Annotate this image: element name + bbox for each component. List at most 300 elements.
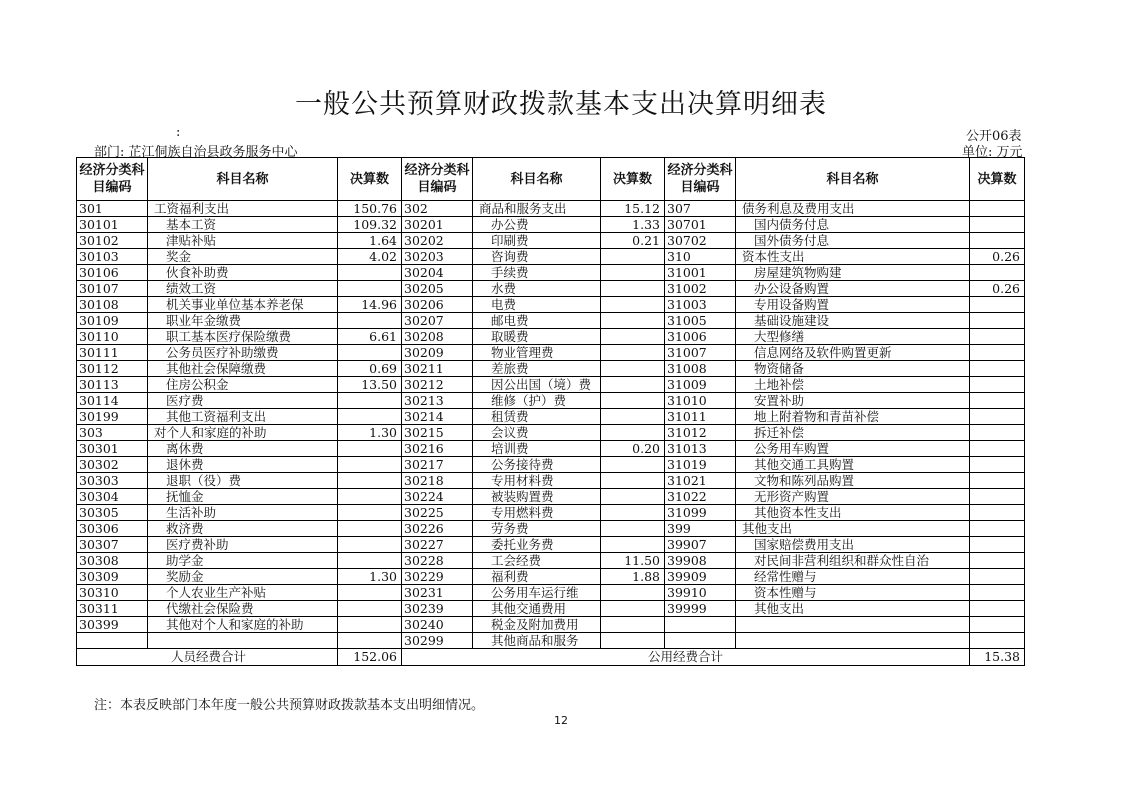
cell-code: 30214 [402,409,473,425]
cell-name: 会议费 [473,425,601,441]
page-number: 12 [554,714,568,727]
cell-amount [601,489,665,505]
cell-amount: 0.20 [601,441,665,457]
cell-code: 31006 [665,329,736,345]
cell-code: 30701 [665,217,736,233]
cell-code: 30206 [402,297,473,313]
cell-name: 地上附着物和青苗补偿 [736,409,970,425]
cell-code [77,633,148,649]
cell-code: 30205 [402,281,473,297]
cell-amount [970,345,1025,361]
cell-code: 31009 [665,377,736,393]
cell-amount [970,233,1025,249]
cell-amount [970,393,1025,409]
cell-name: 文物和陈列品购置 [736,473,970,489]
cell-code: 30213 [402,393,473,409]
cell-amount [970,457,1025,473]
cell-code: 30218 [402,473,473,489]
cell-amount [601,585,665,601]
header-colon: : [176,125,181,140]
cell-amount: 15.12 [601,201,665,217]
cell-code: 31012 [665,425,736,441]
cell-amount [970,505,1025,521]
col-header-code-2: 经济分类科目编码 [402,158,473,201]
cell-name: 被装购置费 [473,489,601,505]
table-row [77,521,1025,537]
cell-name: 公务员医疗补助缴费 [148,345,338,361]
table-row [77,297,1025,313]
cell-code: 30307 [77,537,148,553]
table-row [77,361,1025,377]
cell-amount [338,617,402,633]
cell-name: 绩效工资 [148,281,338,297]
cell-code: 30305 [77,505,148,521]
cell-amount [970,377,1025,393]
cell-name: 培训费 [473,441,601,457]
cell-name: 物资储备 [736,361,970,377]
cell-code: 30226 [402,521,473,537]
cell-amount [970,521,1025,537]
cell-amount: 0.69 [338,361,402,377]
cell-name: 安置补助 [736,393,970,409]
cell-amount [601,249,665,265]
cell-name: 奖金 [148,249,338,265]
cell-name: 离休费 [148,441,338,457]
cell-name: 资本性支出 [736,249,970,265]
cell-code: 30224 [402,489,473,505]
cell-name: 专用设备购置 [736,297,970,313]
table-row [77,425,1025,441]
col-header-amount-2: 决算数 [601,158,665,201]
cell-name: 印刷费 [473,233,601,249]
cell-amount: 14.96 [338,297,402,313]
cell-code: 30308 [77,553,148,569]
cell-amount [601,473,665,489]
table-row [77,265,1025,281]
cell-code: 39909 [665,569,736,585]
cell-name: 奖励金 [148,569,338,585]
cell-code: 30303 [77,473,148,489]
cell-name: 取暖费 [473,329,601,345]
cell-name: 劳务费 [473,521,601,537]
cell-amount: 0.26 [970,249,1025,265]
personnel-total-label: 人员经费合计 [77,649,338,666]
cell-code: 30311 [77,601,148,617]
cell-code: 30102 [77,233,148,249]
cell-name: 工资福利支出 [148,201,338,217]
cell-code: 30203 [402,249,473,265]
cell-code: 39910 [665,585,736,601]
cell-amount [601,377,665,393]
table-row [77,457,1025,473]
cell-code: 30306 [77,521,148,537]
cell-code: 30106 [77,265,148,281]
cell-code: 30114 [77,393,148,409]
table-row [77,281,1025,297]
cell-code: 31021 [665,473,736,489]
cell-amount [338,489,402,505]
cell-amount: 1.88 [601,569,665,585]
cell-amount [338,457,402,473]
cell-code: 31008 [665,361,736,377]
cell-code: 30199 [77,409,148,425]
cell-code: 30302 [77,457,148,473]
table-row [77,569,1025,585]
cell-code: 301 [77,201,148,217]
cell-amount [338,409,402,425]
cell-amount [970,361,1025,377]
cell-amount [970,585,1025,601]
cell-amount [970,489,1025,505]
cell-code: 30209 [402,345,473,361]
cell-name: 公务用车购置 [736,441,970,457]
table-row [77,249,1025,265]
cell-code: 39908 [665,553,736,569]
cell-name: 因公出国（境）费 [473,377,601,393]
cell-amount [970,617,1025,633]
cell-code: 30225 [402,505,473,521]
cell-code: 31099 [665,505,736,521]
cell-code: 30108 [77,297,148,313]
cell-name: 其他支出 [736,601,970,617]
col-header-code-3: 经济分类科目编码 [665,158,736,201]
cell-code: 30228 [402,553,473,569]
cell-amount [601,505,665,521]
cell-name: 对民间非营利组织和群众性自治 [736,553,970,569]
cell-code: 31019 [665,457,736,473]
cell-code: 30112 [77,361,148,377]
cell-code: 31002 [665,281,736,297]
cell-name: 差旅费 [473,361,601,377]
cell-amount [338,601,402,617]
cell-name: 专用燃料费 [473,505,601,521]
cell-amount: 0.26 [970,281,1025,297]
cell-amount [338,345,402,361]
cell-amount [601,457,665,473]
personnel-total-value: 152.06 [338,649,402,666]
cell-amount [970,201,1025,217]
cell-code: 31007 [665,345,736,361]
cell-name: 其他商品和服务 [473,633,601,649]
table-row [77,377,1025,393]
cell-amount [601,537,665,553]
table-row [77,233,1025,249]
cell-code: 30309 [77,569,148,585]
expenditure-table [76,157,1025,666]
cell-amount: 109.32 [338,217,402,233]
cell-code: 303 [77,425,148,441]
cell-amount [601,281,665,297]
department-label: 部门: 芷江侗族自治县政务服务中心 [94,145,298,160]
cell-name: 对个人和家庭的补助 [148,425,338,441]
cell-code: 30217 [402,457,473,473]
cell-name: 个人农业生产补贴 [148,585,338,601]
cell-name: 物业管理费 [473,345,601,361]
cell-code: 30202 [402,233,473,249]
cell-code: 307 [665,201,736,217]
cell-code: 30208 [402,329,473,345]
cell-amount [601,425,665,441]
cell-code: 30211 [402,361,473,377]
cell-code: 30227 [402,537,473,553]
table-row [77,585,1025,601]
table-body [77,201,1025,649]
cell-name: 无形资产购置 [736,489,970,505]
cell-name: 国外债务付息 [736,233,970,249]
cell-name: 税金及附加费用 [473,617,601,633]
cell-code: 30103 [77,249,148,265]
totals-row [77,649,1025,666]
col-header-amount-1: 决算数 [338,158,402,201]
public-total-label: 公用经费合计 [402,649,970,666]
cell-code [665,617,736,633]
cell-code: 302 [402,201,473,217]
table-row [77,601,1025,617]
cell-amount: 0.21 [601,233,665,249]
cell-amount [970,329,1025,345]
table-row [77,313,1025,329]
cell-amount [970,409,1025,425]
cell-code: 31022 [665,489,736,505]
cell-code [665,633,736,649]
col-header-name-1: 科目名称 [148,158,338,201]
table-note: 注：本表反映部门本年度一般公共预算财政拨款基本支出明细情况。 [94,698,485,713]
cell-name: 抚恤金 [148,489,338,505]
cell-amount [601,633,665,649]
cell-name: 债务利息及费用支出 [736,201,970,217]
cell-name: 土地补偿 [736,377,970,393]
cell-name: 基础设施建设 [736,313,970,329]
cell-name [736,633,970,649]
cell-code: 30207 [402,313,473,329]
cell-amount [970,553,1025,569]
cell-name: 经常性赠与 [736,569,970,585]
cell-name: 委托业务费 [473,537,601,553]
cell-name: 大型修缮 [736,329,970,345]
cell-amount: 1.64 [338,233,402,249]
form-number: 公开06表 [966,129,1022,144]
table-row [77,537,1025,553]
cell-name: 资本性赠与 [736,585,970,601]
cell-amount [601,345,665,361]
cell-amount [338,585,402,601]
cell-name: 福利费 [473,569,601,585]
col-header-name-2: 科目名称 [473,158,601,201]
table-row [77,217,1025,233]
cell-name: 医疗费 [148,393,338,409]
table-row [77,409,1025,425]
cell-name: 水费 [473,281,601,297]
cell-name: 租赁费 [473,409,601,425]
cell-code: 30216 [402,441,473,457]
col-header-code-1: 经济分类科目编码 [77,158,148,201]
cell-code: 30111 [77,345,148,361]
cell-amount [338,393,402,409]
table-row [77,201,1025,217]
table-row [77,345,1025,361]
cell-name [148,633,338,649]
cell-name: 其他交通工具购置 [736,457,970,473]
cell-name: 办公设备购置 [736,281,970,297]
cell-name: 专用材料费 [473,473,601,489]
col-header-amount-3: 决算数 [970,158,1025,201]
cell-amount [601,601,665,617]
cell-amount [338,441,402,457]
cell-amount [338,633,402,649]
cell-amount [970,265,1025,281]
cell-code: 31005 [665,313,736,329]
cell-amount [970,297,1025,313]
cell-code: 31003 [665,297,736,313]
cell-code: 30702 [665,233,736,249]
cell-name: 救济费 [148,521,338,537]
cell-amount [970,537,1025,553]
col-header-name-3: 科目名称 [736,158,970,201]
cell-name: 公务用车运行维 [473,585,601,601]
cell-code: 30201 [402,217,473,233]
cell-amount [970,633,1025,649]
public-total-value: 15.38 [970,649,1025,666]
table-row [77,489,1025,505]
cell-amount [338,313,402,329]
cell-name: 助学金 [148,553,338,569]
cell-code: 31010 [665,393,736,409]
cell-code: 399 [665,521,736,537]
cell-amount: 11.50 [601,553,665,569]
cell-code: 310 [665,249,736,265]
cell-amount: 13.50 [338,377,402,393]
cell-code: 30109 [77,313,148,329]
cell-amount [601,409,665,425]
cell-name: 拆迁补偿 [736,425,970,441]
cell-amount [338,281,402,297]
cell-amount: 1.33 [601,217,665,233]
cell-code: 30204 [402,265,473,281]
cell-name [736,617,970,633]
table-row [77,393,1025,409]
cell-amount [601,329,665,345]
cell-code: 30215 [402,425,473,441]
cell-name: 商品和服务支出 [473,201,601,217]
cell-name: 其他社会保障缴费 [148,361,338,377]
cell-amount [970,569,1025,585]
cell-amount [338,537,402,553]
cell-amount [338,521,402,537]
page-title: 一般公共预算财政拨款基本支出决算明细表 [295,89,827,120]
cell-amount [970,441,1025,457]
cell-code: 30231 [402,585,473,601]
cell-name: 国家赔偿费用支出 [736,537,970,553]
cell-code: 30310 [77,585,148,601]
cell-name: 基本工资 [148,217,338,233]
cell-code: 30212 [402,377,473,393]
cell-name: 其他支出 [736,521,970,537]
table-row [77,505,1025,521]
cell-name: 公务接待费 [473,457,601,473]
cell-amount [601,265,665,281]
cell-name: 其他交通费用 [473,601,601,617]
cell-amount [338,505,402,521]
cell-name: 邮电费 [473,313,601,329]
table-header-row [77,158,1025,201]
cell-name: 职工基本医疗保险缴费 [148,329,338,345]
cell-amount [970,473,1025,489]
cell-code: 39907 [665,537,736,553]
cell-amount [970,217,1025,233]
cell-amount: 150.76 [338,201,402,217]
cell-name: 职业年金缴费 [148,313,338,329]
cell-name: 房屋建筑物购建 [736,265,970,281]
cell-name: 其他工资福利支出 [148,409,338,425]
cell-amount [601,297,665,313]
cell-name: 维修（护）费 [473,393,601,409]
cell-code: 30301 [77,441,148,457]
cell-name: 国内债务付息 [736,217,970,233]
cell-name: 手续费 [473,265,601,281]
table-row [77,633,1025,649]
cell-code: 30299 [402,633,473,649]
table-row [77,553,1025,569]
cell-code: 30399 [77,617,148,633]
cell-name: 医疗费补助 [148,537,338,553]
cell-amount [338,265,402,281]
cell-name: 退休费 [148,457,338,473]
cell-code: 30107 [77,281,148,297]
cell-code: 31001 [665,265,736,281]
cell-code: 30101 [77,217,148,233]
cell-amount [338,473,402,489]
cell-name: 其他对个人和家庭的补助 [148,617,338,633]
cell-code: 31011 [665,409,736,425]
cell-name: 办公费 [473,217,601,233]
cell-amount [601,617,665,633]
cell-amount: 1.30 [338,425,402,441]
cell-amount [601,393,665,409]
cell-amount [970,313,1025,329]
table-row [77,329,1025,345]
cell-amount [601,521,665,537]
cell-amount [601,361,665,377]
cell-amount: 1.30 [338,569,402,585]
cell-code: 30240 [402,617,473,633]
cell-code: 30110 [77,329,148,345]
cell-amount [970,601,1025,617]
table-row [77,617,1025,633]
cell-amount [970,425,1025,441]
cell-amount [338,553,402,569]
cell-code: 30113 [77,377,148,393]
cell-name: 伙食补助费 [148,265,338,281]
unit-label: 单位: 万元 [962,145,1023,160]
cell-name: 电费 [473,297,601,313]
cell-name: 退职（役）费 [148,473,338,489]
cell-code: 30239 [402,601,473,617]
cell-name: 信息网络及软件购置更新 [736,345,970,361]
cell-name: 机关事业单位基本养老保 [148,297,338,313]
cell-name: 工会经费 [473,553,601,569]
table-row [77,441,1025,457]
cell-name: 生活补助 [148,505,338,521]
cell-amount [601,313,665,329]
cell-name: 津贴补贴 [148,233,338,249]
cell-code: 30229 [402,569,473,585]
cell-code: 31013 [665,441,736,457]
cell-name: 住房公积金 [148,377,338,393]
cell-amount: 6.61 [338,329,402,345]
cell-name: 代缴社会保险费 [148,601,338,617]
table-row [77,473,1025,489]
cell-name: 其他资本性支出 [736,505,970,521]
